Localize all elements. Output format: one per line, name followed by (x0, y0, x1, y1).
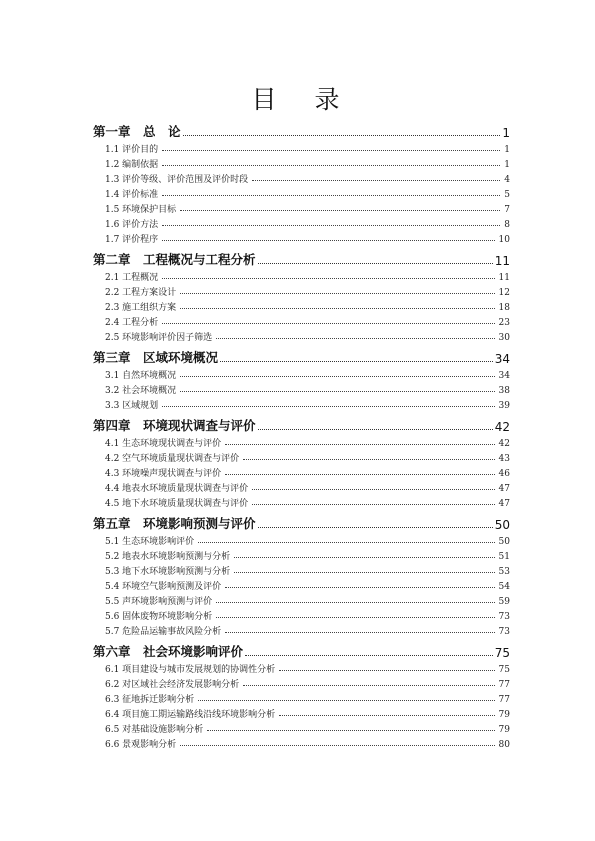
toc-title-char-2: 录 (314, 85, 344, 114)
dot-leader (225, 586, 494, 588)
toc-section-6-1[interactable] (93, 660, 510, 675)
section-page-number: 30 (498, 333, 510, 343)
toc-chapter-6[interactable] (93, 641, 510, 660)
section-label: 5.2 地表水环境影响预测与分析 (105, 552, 231, 562)
dot-leader (252, 488, 494, 490)
toc-title-char-1: 目 (251, 85, 281, 114)
toc-section-4-2[interactable] (93, 449, 510, 464)
toc-chapter-1[interactable] (93, 121, 510, 140)
toc-section-1-6[interactable] (93, 215, 510, 230)
dot-leader (216, 616, 494, 618)
dot-leader (180, 292, 494, 294)
dot-leader (225, 443, 494, 445)
section-page-number: 79 (498, 710, 510, 720)
dot-leader (162, 164, 500, 166)
dot-leader (258, 428, 493, 430)
section-page-number: 12 (498, 288, 510, 298)
dot-leader (180, 375, 494, 377)
dot-leader (279, 669, 494, 671)
toc-section-2-1[interactable] (93, 268, 510, 283)
toc-section-1-2[interactable] (93, 155, 510, 170)
section-page-number: 43 (498, 454, 510, 464)
section-page-number: 8 (504, 220, 510, 230)
toc-section-6-5[interactable] (93, 720, 510, 735)
section-page-number: 5 (504, 190, 510, 200)
section-label: 6.1 项目建设与城市发展规划的协调性分析 (105, 665, 276, 675)
toc-section-2-4[interactable] (93, 313, 510, 328)
toc-section-5-7[interactable] (93, 622, 510, 637)
section-page-number: 51 (498, 552, 510, 562)
chapter-page-number: 11 (494, 254, 510, 268)
section-page-number: 47 (498, 484, 510, 494)
section-label: 5.3 地下水环境影响预测与分析 (105, 567, 231, 577)
section-label: 4.1 生态环境现状调查与评价 (105, 439, 222, 449)
toc-section-6-2[interactable] (93, 675, 510, 690)
toc-section-6-4[interactable] (93, 705, 510, 720)
section-page-number: 4 (504, 175, 510, 185)
toc-section-2-2[interactable] (93, 283, 510, 298)
section-label: 4.4 地表水环境质量现状调查与评价 (105, 484, 249, 494)
toc-section-3-2[interactable] (93, 381, 510, 396)
dot-leader (243, 684, 494, 686)
chapter-label: 第三章 区域环境概况 (93, 350, 219, 365)
dot-leader (220, 360, 493, 362)
section-label: 1.2 编制依据 (105, 160, 159, 170)
dot-leader (162, 322, 494, 324)
toc-chapter-4[interactable] (93, 415, 510, 434)
section-page-number: 80 (498, 740, 510, 750)
dot-leader (162, 194, 500, 196)
section-label: 2.4 工程分析 (105, 318, 159, 328)
chapter-page-number: 34 (494, 352, 510, 366)
section-label: 1.5 环境保护目标 (105, 205, 177, 215)
dot-leader (243, 458, 494, 460)
section-label: 3.3 区域规划 (105, 401, 159, 411)
dot-leader (162, 224, 500, 226)
dot-leader (252, 179, 500, 181)
toc-section-5-6[interactable] (93, 607, 510, 622)
section-page-number: 46 (498, 469, 510, 479)
dot-leader (207, 729, 494, 731)
section-page-number: 1 (504, 160, 510, 170)
dot-leader (225, 631, 494, 633)
toc-section-5-1[interactable] (93, 532, 510, 547)
toc-section-2-5[interactable] (93, 328, 510, 343)
toc-section-5-5[interactable] (93, 592, 510, 607)
toc-section-4-5[interactable] (93, 494, 510, 509)
section-page-number: 1 (504, 145, 510, 155)
section-page-number: 53 (498, 567, 510, 577)
dot-leader (183, 134, 501, 136)
toc-title (0, 80, 595, 116)
section-label: 2.3 施工组织方案 (105, 303, 177, 313)
section-page-number: 79 (498, 725, 510, 735)
section-page-number: 38 (498, 386, 510, 396)
section-label: 5.6 固体废物环境影响分析 (105, 612, 213, 622)
toc-section-4-3[interactable] (93, 464, 510, 479)
toc-chapter-3[interactable] (93, 347, 510, 366)
dot-leader (162, 239, 494, 241)
section-label: 6.6 景观影响分析 (105, 740, 177, 750)
section-label: 2.1 工程概况 (105, 273, 159, 283)
toc-section-6-3[interactable] (93, 690, 510, 705)
chapter-label: 第一章 总 论 (93, 124, 181, 139)
dot-leader (258, 526, 493, 528)
section-label: 3.1 自然环境概况 (105, 371, 177, 381)
dot-leader (198, 699, 494, 701)
section-page-number: 47 (498, 499, 510, 509)
dot-leader (180, 390, 494, 392)
table-of-contents (93, 121, 510, 750)
toc-section-1-1[interactable] (93, 140, 510, 155)
toc-section-1-5[interactable] (93, 200, 510, 215)
toc-section-4-1[interactable] (93, 434, 510, 449)
section-label: 6.3 征地拆迁影响分析 (105, 695, 195, 705)
dot-leader (180, 307, 494, 309)
chapter-label: 第五章 环境影响预测与评价 (93, 516, 256, 531)
section-page-number: 73 (498, 612, 510, 622)
section-label: 5.1 生态环境影响评价 (105, 537, 195, 547)
section-page-number: 50 (498, 537, 510, 547)
section-label: 5.4 环境空气影响预测及评价 (105, 582, 222, 592)
toc-section-5-2[interactable] (93, 547, 510, 562)
section-label: 3.2 社会环境概况 (105, 386, 177, 396)
section-page-number: 54 (498, 582, 510, 592)
dot-leader (162, 149, 500, 151)
chapter-label: 第六章 社会环境影响评价 (93, 644, 244, 659)
section-page-number: 77 (498, 695, 510, 705)
toc-chapter-5[interactable] (93, 513, 510, 532)
toc-section-1-7[interactable] (93, 230, 510, 245)
dot-leader (180, 209, 500, 211)
section-label: 2.5 环境影响评价因子筛选 (105, 333, 213, 343)
toc-section-3-3[interactable] (93, 396, 510, 411)
dot-leader (234, 556, 494, 558)
toc-section-5-3[interactable] (93, 562, 510, 577)
toc-section-5-4[interactable] (93, 577, 510, 592)
section-label: 4.2 空气环境质量现状调查与评价 (105, 454, 240, 464)
toc-section-1-4[interactable] (93, 185, 510, 200)
section-page-number: 59 (498, 597, 510, 607)
dot-leader (162, 405, 494, 407)
section-label: 6.2 对区域社会经济发展影响分析 (105, 680, 240, 690)
dot-leader (234, 571, 494, 573)
toc-section-4-4[interactable] (93, 479, 510, 494)
section-page-number: 73 (498, 627, 510, 637)
chapter-label: 第四章 环境现状调查与评价 (93, 418, 256, 433)
section-label: 4.3 环境噪声现状调查与评价 (105, 469, 222, 479)
section-page-number: 42 (498, 439, 510, 449)
section-page-number: 39 (498, 401, 510, 411)
section-page-number: 77 (498, 680, 510, 690)
dot-leader (279, 714, 494, 716)
section-page-number: 7 (504, 205, 510, 215)
section-label: 4.5 地下水环境质量现状调查与评价 (105, 499, 249, 509)
chapter-label: 第二章 工程概况与工程分析 (93, 252, 256, 267)
toc-chapter-2[interactable] (93, 249, 510, 268)
section-label: 1.4 评价标准 (105, 190, 159, 200)
chapter-page-number: 50 (494, 518, 510, 532)
toc-section-2-3[interactable] (93, 298, 510, 313)
section-label: 2.2 工程方案设计 (105, 288, 177, 298)
dot-leader (258, 262, 493, 264)
section-label: 1.6 评价方法 (105, 220, 159, 230)
section-page-number: 34 (498, 371, 510, 381)
dot-leader (162, 277, 494, 279)
section-label: 6.5 对基础设施影响分析 (105, 725, 204, 735)
chapter-page-number: 42 (494, 420, 510, 434)
dot-leader (245, 654, 493, 656)
toc-section-1-3[interactable] (93, 170, 510, 185)
section-label: 1.1 评价目的 (105, 145, 159, 155)
dot-leader (198, 541, 494, 543)
dot-leader (216, 601, 494, 603)
dot-leader (252, 503, 494, 505)
section-page-number: 23 (498, 318, 510, 328)
dot-leader (216, 337, 494, 339)
dot-leader (180, 744, 494, 746)
section-label: 1.3 评价等级、评价范围及评价时段 (105, 175, 249, 185)
section-page-number: 11 (498, 273, 510, 283)
section-label: 1.7 评价程序 (105, 235, 159, 245)
section-label: 6.4 项目施工期运输路线沿线环境影响分析 (105, 710, 276, 720)
section-page-number: 75 (498, 665, 510, 675)
toc-section-3-1[interactable] (93, 366, 510, 381)
section-label: 5.7 危险品运输事故风险分析 (105, 627, 222, 637)
chapter-page-number: 75 (494, 646, 510, 660)
section-page-number: 18 (498, 303, 510, 313)
chapter-page-number: 1 (502, 126, 510, 140)
toc-section-6-6[interactable] (93, 735, 510, 750)
section-label: 5.5 声环境影响预测与评价 (105, 597, 213, 607)
dot-leader (225, 473, 494, 475)
section-page-number: 10 (498, 235, 510, 245)
